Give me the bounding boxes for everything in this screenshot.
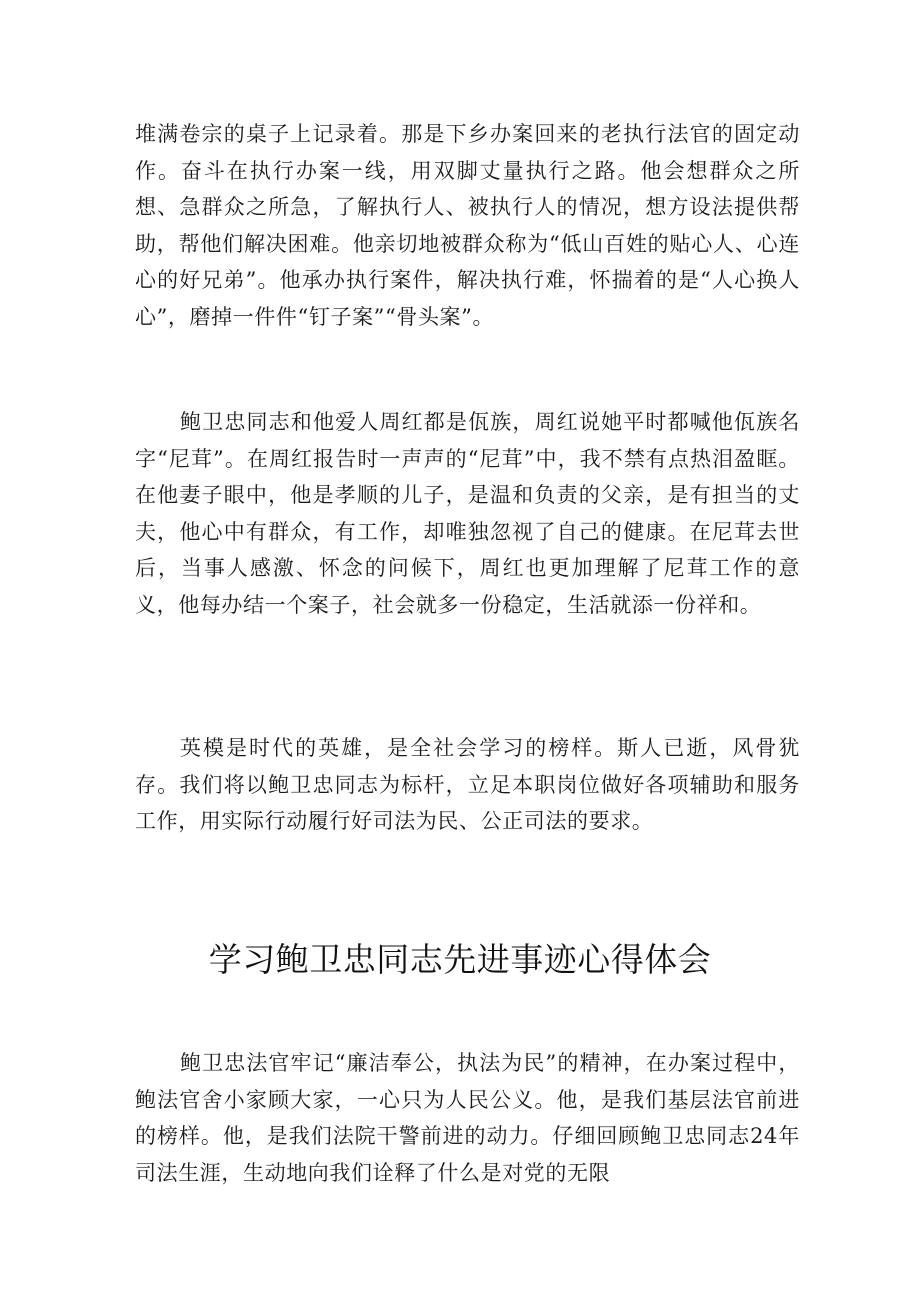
body-paragraph: 鲍卫忠同志和他爱人周红都是佤族，周红说她平时都喊他佤族名字“尼茸”。在周红报告时一声声的“尼茸”中，我不禁有点热泪盈眶。在他妻子眼中，他是孝顺的儿子，是温和负责的父亲，是有担当的丈夫，他心中有群众，有工作，却唯独忽视了自己的健康。在尼茸去世后，当事人感激、怀念的问候下，周红也更加理解了尼茸工作的意义，他每办结一个案子，社会就多一份稳定，生活就添一份祥和。: [135, 410, 800, 617]
body-paragraph: 堆满卷宗的桌子上记录着。那是下乡办案回来的老执行法官的固定动作。奋斗在执行办案一线，用双脚丈量执行之路。他会想群众之所想、急群众之所急，了解执行人、被执行人的情况，想方设法提供帮助，帮他们解决困难。他亲切地被群众称为“低山百姓的贴心人、心连心的好兄弟”。他承办执行案件，解决执行难，怀揣着的是“人心换人心”，磨掉一件件“钉子案”“骨头案”。: [135, 122, 800, 329]
body-paragraph: 鲍卫忠法官牢记“廉洁奉公，执法为民”的精神，在办案过程中，鲍法官舍小家顾大家，一心只为人民公义。他，是我们基层法官前进的榜样。他，是我们法院干警前进的动力。仔细回顾鲍卫忠同志24年司法生涯，生动地向我们诠释了什么是对党的无限: [135, 1051, 800, 1185]
body-paragraph: 英模是时代的英雄，是全社会学习的榜样。斯人已逝，风骨犹存。我们将以鲍卫忠同志为标杆，立足本职岗位做好各项辅助和服务工作，用实际行动履行好司法为民、公正司法的要求。: [135, 736, 800, 833]
section-heading: 学习鲍卫忠同志先进事迹心得体会: [208, 940, 712, 979]
